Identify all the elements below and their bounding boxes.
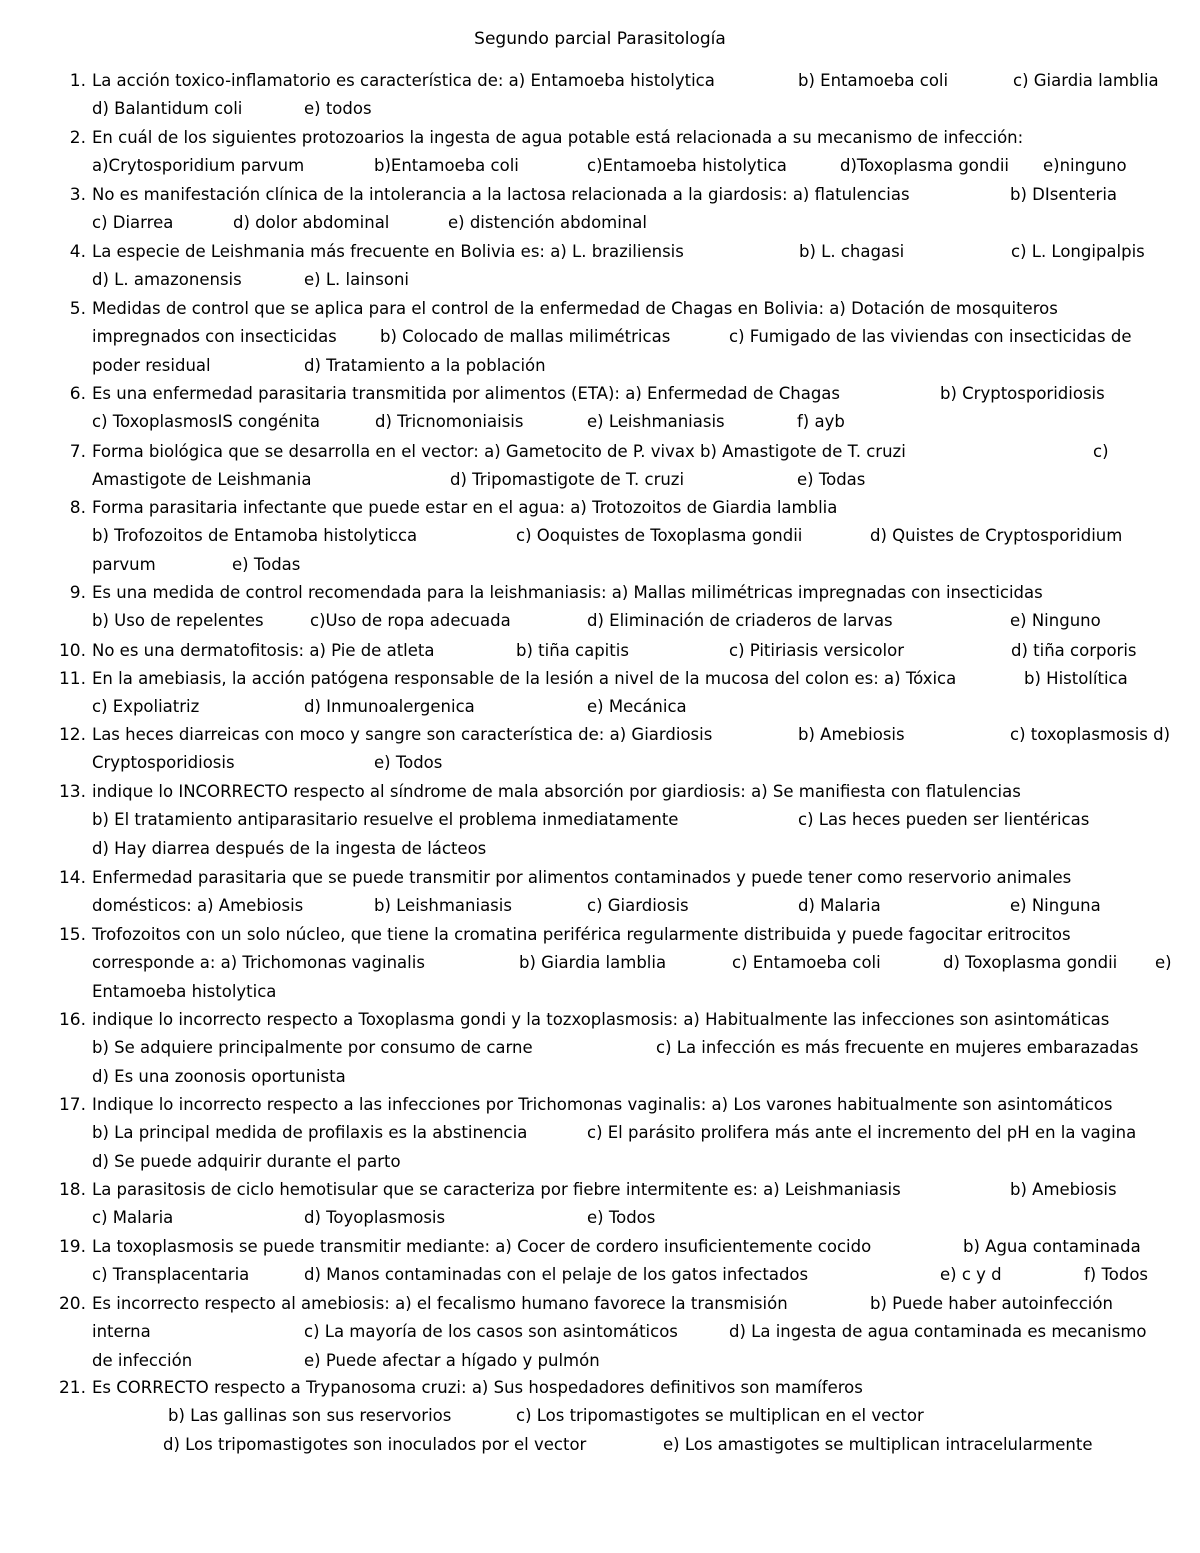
question-line xyxy=(0,522,1200,550)
answer-option: c) Entamoeba coli xyxy=(732,953,881,973)
question-2 xyxy=(0,124,1200,181)
question-text: La acción toxico-inflamatorio es característica de: a) Entamoeba histolytica xyxy=(92,71,715,90)
question-text: Trofozoitos con un solo núcleo, que tiene la cromatina periférica regularmente distribuida y puede fagocitar eritrocitos xyxy=(92,925,1071,944)
answer-option: d) Malaria xyxy=(798,896,881,916)
question-line xyxy=(0,295,1200,323)
answer-option: b) L. chagasi xyxy=(799,242,905,261)
question-line xyxy=(0,67,1200,95)
answer-option: de infección xyxy=(92,1350,193,1370)
question-9 xyxy=(0,579,1200,636)
answer-option: c) Giardia lamblia xyxy=(1013,71,1159,90)
answer-option: Amastigote de Leishmania xyxy=(92,470,312,490)
question-18 xyxy=(0,1176,1200,1233)
answer-option: b) El tratamiento antiparasitario resuelve el problema inmediatamente xyxy=(92,810,679,830)
question-line xyxy=(0,352,1200,380)
answer-option: b) Puede haber autoinfección xyxy=(870,1294,1113,1313)
answer-option: poder residual xyxy=(92,355,211,375)
answer-option: b) Trofozoitos de Entamoba histolyticca xyxy=(92,526,418,546)
answer-option: d) Tratamiento a la población xyxy=(304,355,546,375)
answer-option: Cryptosporidiosis xyxy=(92,753,235,773)
answer-option: c) Expoliatriz xyxy=(92,697,200,717)
question-line xyxy=(0,323,1200,351)
answer-option: e) Ninguna xyxy=(1010,896,1101,916)
question-line xyxy=(0,892,1200,920)
question-16 xyxy=(0,1006,1200,1092)
question-line xyxy=(0,1176,1200,1204)
question-line xyxy=(0,152,1200,180)
question-text: Las heces diarreicas con moco y sangre son característica de: a) Giardiosis xyxy=(92,725,713,744)
answer-option: b) Amebiosis xyxy=(1010,1180,1117,1199)
answer-option: b) Histolítica xyxy=(1024,669,1128,688)
question-number: 11. xyxy=(58,669,86,689)
answer-option: a)Crytosporidium parvum xyxy=(92,156,305,176)
answer-option: c) toxoplasmosis d) xyxy=(1010,725,1171,744)
answer-option: e) Todas xyxy=(797,470,866,490)
question-6 xyxy=(0,380,1200,437)
question-line xyxy=(0,1233,1200,1261)
answer-option: d) dolor abdominal xyxy=(233,213,390,233)
answer-option: d) La ingesta de agua contaminada es mecanismo xyxy=(729,1322,1147,1342)
answer-option: b) Las gallinas son sus reservorios xyxy=(168,1406,452,1426)
answer-option: d) Toxoplasma gondii xyxy=(943,953,1118,973)
answer-option: b) Se adquiere principalmente por consumo de carne xyxy=(92,1038,533,1058)
answer-option: b) tiña capitis xyxy=(516,641,629,660)
question-line xyxy=(0,1374,1200,1402)
answer-option: b) Giardia lamblia xyxy=(519,953,667,973)
answer-option: d) L. amazonensis xyxy=(92,270,242,290)
question-line xyxy=(0,438,1200,466)
question-line xyxy=(0,978,1200,1006)
question-text: Es CORRECTO respecto a Trypanosoma cruzi: a) Sus hospedadores definitivos son mamíferos xyxy=(92,1378,863,1397)
question-text: Enfermedad parasitaria que se puede transmitir por alimentos contaminados y puede tener como reservorio animales xyxy=(92,868,1072,887)
question-14 xyxy=(0,864,1200,921)
answer-option: Entamoeba histolytica xyxy=(92,981,277,1001)
question-line xyxy=(0,1034,1200,1062)
question-line xyxy=(0,1290,1200,1318)
question-line xyxy=(0,949,1200,977)
question-number: 13. xyxy=(58,782,86,802)
answer-option: b) Cryptosporidiosis xyxy=(940,384,1105,403)
answer-option: d) Hay diarrea después de la ingesta de lácteos xyxy=(92,838,487,858)
answer-option: d) Los tripomastigotes son inoculados por el vector xyxy=(163,1434,587,1454)
question-15 xyxy=(0,921,1200,1007)
question-number: 15. xyxy=(58,925,86,945)
question-8 xyxy=(0,494,1200,580)
question-line xyxy=(0,1431,1200,1459)
question-text: La parasitosis de ciclo hemotisular que se caracteriza por fiebre intermitente es: a) Leishmaniasis xyxy=(92,1180,901,1199)
answer-option: b) Leishmaniasis xyxy=(374,896,512,916)
question-number: 2. xyxy=(69,128,86,148)
answer-option: c) La mayoría de los casos son asintomáticos xyxy=(304,1322,678,1342)
question-11 xyxy=(0,665,1200,722)
question-4 xyxy=(0,238,1200,295)
answer-option: d) tiña corporis xyxy=(1011,641,1137,660)
question-line xyxy=(0,1347,1200,1375)
question-text: Forma parasitaria infectante que puede estar en el agua: a) Trotozoitos de Giardia lamblia xyxy=(92,498,838,517)
question-19 xyxy=(0,1233,1200,1290)
answer-option: c) Ooquistes de Toxoplasma gondii xyxy=(516,526,803,546)
answer-option: d) Eliminación de criaderos de larvas xyxy=(587,611,893,631)
question-text: En la amebiasis, la acción patógena responsable de la lesión a nivel de la mucosa del colon es: a) Tóxica xyxy=(92,669,957,688)
answer-option: c) El parásito prolifera más ante el incremento del pH en la vagina xyxy=(587,1123,1137,1143)
answer-option: d) Tricnomoniaisis xyxy=(375,412,524,432)
answer-option: d) Balantidum coli xyxy=(92,99,243,119)
question-number: 19. xyxy=(58,1237,86,1257)
answer-option: d) Es una zoonosis oportunista xyxy=(92,1066,346,1086)
question-number: 4. xyxy=(69,242,86,262)
answer-option: b) Uso de repelentes xyxy=(92,611,264,631)
answer-option: e) distención abdominal xyxy=(448,213,647,233)
question-line xyxy=(0,1148,1200,1176)
question-number: 10. xyxy=(58,641,86,661)
question-12 xyxy=(0,721,1200,778)
question-3 xyxy=(0,181,1200,238)
answer-option: c) Malaria xyxy=(92,1208,174,1228)
question-number: 3. xyxy=(69,185,86,205)
question-line xyxy=(0,1091,1200,1119)
question-1 xyxy=(0,67,1200,124)
question-text: Forma biológica que se desarrolla en el vector: a) Gametocito de P. vivax b) Amastigote de T. cruzi xyxy=(92,442,906,461)
answer-option: d) Quistes de Cryptosporidium xyxy=(870,526,1123,546)
answer-option: e) Todos xyxy=(587,1208,656,1228)
question-number: 12. xyxy=(58,725,86,745)
question-line xyxy=(0,1318,1200,1346)
question-17 xyxy=(0,1091,1200,1177)
answer-option: c) L. Longipalpis xyxy=(1011,242,1145,261)
answer-option: impregnados con insecticidas xyxy=(92,327,337,347)
answer-option: domésticos: a) Amebiosis xyxy=(92,896,304,916)
question-text: La especie de Leishmania más frecuente en Bolivia es: a) L. braziliensis xyxy=(92,242,684,261)
question-line xyxy=(0,124,1200,152)
answer-option: d) Toyoplasmosis xyxy=(304,1208,446,1228)
answer-option: b) Colocado de mallas milimétricas xyxy=(380,327,671,347)
question-text: La toxoplasmosis se puede transmitir mediante: a) Cocer de cordero insuficientemente cocido xyxy=(92,1237,872,1256)
question-line xyxy=(0,380,1200,408)
answer-option: d) Tripomastigote de T. cruzi xyxy=(450,470,685,490)
question-text: No es una dermatofitosis: a) Pie de atleta xyxy=(92,641,435,660)
question-line xyxy=(0,665,1200,693)
question-line xyxy=(0,693,1200,721)
question-line xyxy=(0,466,1200,494)
question-13 xyxy=(0,778,1200,864)
answer-option: c) Las heces pueden ser lientéricas xyxy=(798,810,1090,830)
answer-option: c) xyxy=(1093,442,1109,461)
answer-option: e) Todas xyxy=(232,554,301,574)
answer-option: e) Leishmaniasis xyxy=(587,412,725,432)
question-line xyxy=(0,1006,1200,1034)
question-text: Es incorrecto respecto al amebiosis: a) el fecalismo humano favorece la transmisión xyxy=(92,1294,788,1313)
question-number: 8. xyxy=(69,498,86,518)
answer-option: e) Ninguno xyxy=(1010,611,1101,631)
question-line xyxy=(0,1402,1200,1430)
question-text: Indique lo incorrecto respecto a las infecciones por Trichomonas vaginalis: a) Los varones habitualmente son asintomáticos xyxy=(92,1095,1113,1114)
question-line xyxy=(0,835,1200,863)
answer-option: c) La infección es más frecuente en mujeres embarazadas xyxy=(656,1038,1139,1058)
answer-option: c) Pitiriasis versicolor xyxy=(729,641,904,660)
question-line xyxy=(0,95,1200,123)
question-line xyxy=(0,806,1200,834)
answer-option: f) Todos xyxy=(1084,1265,1149,1285)
question-21 xyxy=(0,1374,1200,1460)
answer-option: e) L. lainsoni xyxy=(304,270,409,290)
question-20 xyxy=(0,1290,1200,1376)
answer-option: corresponde a: a) Trichomonas vaginalis xyxy=(92,953,425,973)
answer-option: b) Amebiosis xyxy=(798,725,905,744)
question-number: 5. xyxy=(69,299,86,319)
answer-option: f) ayb xyxy=(797,412,845,432)
answer-option: c) Fumigado de las viviendas con insecticidas de xyxy=(729,327,1132,347)
question-number: 18. xyxy=(58,1180,86,1200)
question-10 xyxy=(0,637,1200,666)
question-5 xyxy=(0,295,1200,381)
question-line xyxy=(0,181,1200,209)
question-line xyxy=(0,1119,1200,1147)
question-number: 7. xyxy=(69,442,86,462)
question-line xyxy=(0,637,1200,665)
answer-option: d) Manos contaminadas con el pelaje de los gatos infectados xyxy=(304,1265,809,1285)
question-line xyxy=(0,778,1200,806)
question-text: indique lo INCORRECTO respecto al síndrome de mala absorción por giardiosis: a) Se manifiesta con flatulencias xyxy=(92,782,1021,801)
question-line xyxy=(0,494,1200,522)
answer-option: b) La principal medida de profilaxis es la abstinencia xyxy=(92,1123,528,1143)
question-number: 17. xyxy=(58,1095,86,1115)
answer-option: c) Los tripomastigotes se multiplican en el vector xyxy=(516,1406,924,1426)
answer-option: interna xyxy=(92,1322,151,1342)
question-number: 16. xyxy=(58,1010,86,1030)
answer-option: c) Transplacentaria xyxy=(92,1265,250,1285)
answer-option: e) xyxy=(1155,953,1172,973)
question-line xyxy=(0,721,1200,749)
answer-option: b) Entamoeba coli xyxy=(798,71,949,90)
question-line xyxy=(0,864,1200,892)
page-title: Segundo parcial Parasitología xyxy=(474,29,726,49)
question-line xyxy=(0,551,1200,579)
question-number: 14. xyxy=(58,868,86,888)
answer-option: b)Entamoeba coli xyxy=(374,156,519,176)
answer-option: d)Toxoplasma gondii xyxy=(840,156,1009,176)
question-line xyxy=(0,266,1200,294)
answer-option: e) Todos xyxy=(374,753,443,773)
answer-option: e) Los amastigotes se multiplican intracelularmente xyxy=(663,1434,1093,1454)
answer-option: c) ToxoplasmosIS congénita xyxy=(92,412,320,432)
answer-option: c)Entamoeba histolytica xyxy=(587,156,787,176)
question-text: indique lo incorrecto respecto a Toxoplasma gondi y la tozxoplasmosis: a) Habitualmente las infecciones son asintomáticas xyxy=(92,1010,1110,1029)
question-text: En cuál de los siguientes protozoarios la ingesta de agua potable está relacionada a su mecanismo de infección: xyxy=(92,128,1024,147)
question-line xyxy=(0,408,1200,436)
question-7 xyxy=(0,438,1200,495)
question-line xyxy=(0,579,1200,607)
question-line xyxy=(0,1063,1200,1091)
answer-option: b) Agua contaminada xyxy=(963,1237,1141,1256)
answer-option: c) Diarrea xyxy=(92,213,174,233)
question-number: 20. xyxy=(58,1294,86,1314)
question-line xyxy=(0,607,1200,635)
answer-option: parvum xyxy=(92,554,156,574)
answer-option: c) Giardiosis xyxy=(587,896,689,916)
answer-option: b) DIsenteria xyxy=(1010,185,1118,204)
answer-option: d) Se puede adquirir durante el parto xyxy=(92,1151,401,1171)
question-number: 1. xyxy=(69,71,86,91)
question-text: No es manifestación clínica de la intolerancia a la lactosa relacionada a la giardosis: a) flatulencias xyxy=(92,185,910,204)
answer-option: e) Puede afectar a hígado y pulmón xyxy=(304,1350,600,1370)
question-line xyxy=(0,209,1200,237)
question-line xyxy=(0,238,1200,266)
answer-option: e) Mecánica xyxy=(587,697,687,717)
answer-option: c)Uso de ropa adecuada xyxy=(310,611,511,631)
answer-option: d) Inmunoalergenica xyxy=(304,697,475,717)
question-number: 9. xyxy=(69,583,86,603)
question-line xyxy=(0,921,1200,949)
question-line xyxy=(0,1204,1200,1232)
question-number: 21. xyxy=(58,1378,86,1398)
question-text: Es una medida de control recomendada para la leishmaniasis: a) Mallas milimétricas impregnadas con insecticidas xyxy=(92,583,1043,602)
answer-option: e) c y d xyxy=(940,1265,1002,1285)
question-text: Medidas de control que se aplica para el control de la enfermedad de Chagas en Bolivia: a) Dotación de mosquiteros xyxy=(92,299,1058,318)
question-number: 6. xyxy=(69,384,86,404)
question-line xyxy=(0,749,1200,777)
question-text: Es una enfermedad parasitaria transmitida por alimentos (ETA): a) Enfermedad de Chagas xyxy=(92,384,841,403)
answer-option: e) todos xyxy=(304,99,372,119)
answer-option: e)ninguno xyxy=(1043,156,1127,176)
question-line xyxy=(0,1261,1200,1289)
